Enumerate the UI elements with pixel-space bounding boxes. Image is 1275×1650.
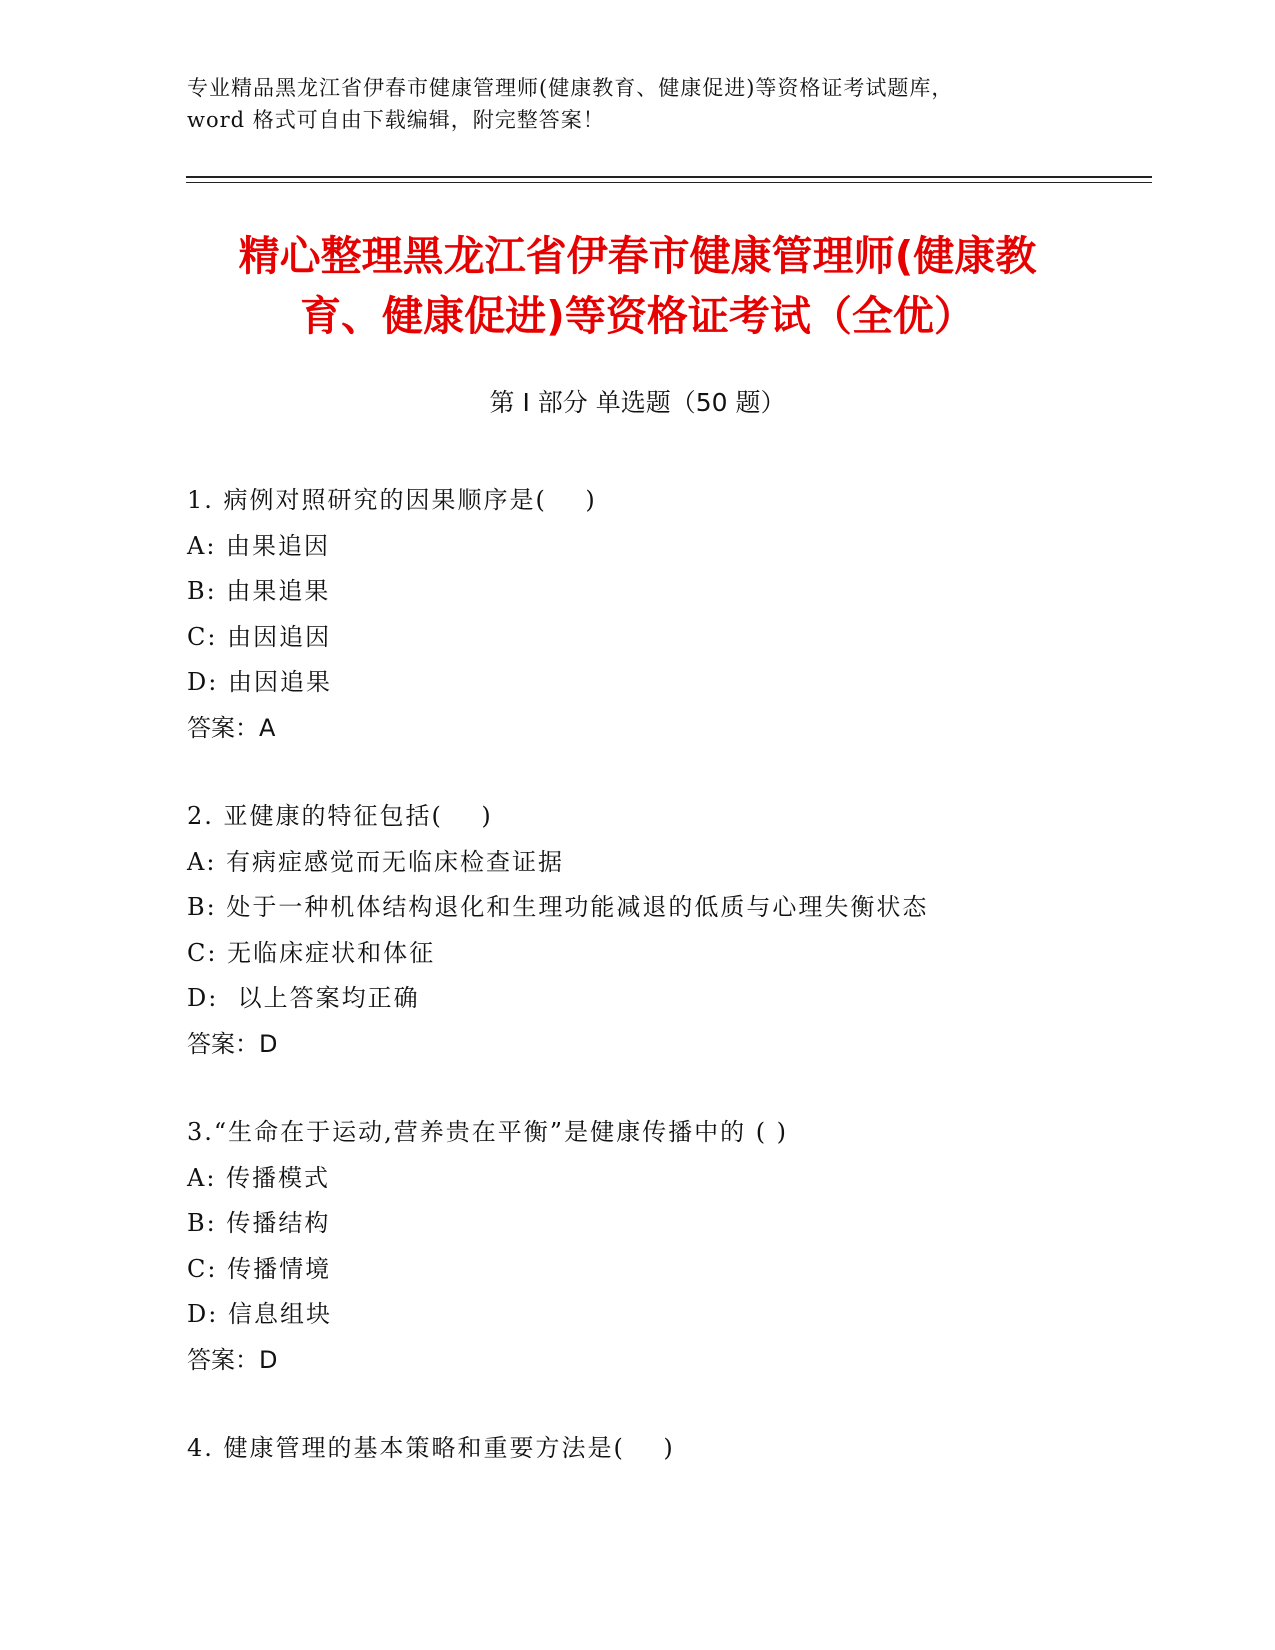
option-a: A: 传播模式	[187, 1163, 331, 1192]
question-list	[187, 478, 1137, 1515]
answer-line: 答案：D	[187, 1345, 278, 1374]
option-c: C: 传播情境	[187, 1254, 332, 1283]
option-d: D: 由因追果	[187, 668, 332, 696]
document-title-line-2: 育、健康促进)等资格证考试（全优）	[300, 292, 975, 340]
option-b: B: 处于一种机体结构退化和生理功能减退的低质与心理失衡状态	[187, 893, 929, 921]
question-stem: 4. 健康管理的基本策略和重要方法是( )	[187, 1434, 675, 1462]
question-stem: 2. 亚健康的特征包括( )	[187, 802, 493, 830]
document-title-line-1: 精心整理黑龙江省伊春市健康管理师(健康教	[238, 232, 1037, 280]
header-note	[187, 72, 1087, 136]
option-b: B: 传播结构	[187, 1209, 331, 1237]
header-divider-thin	[186, 182, 1152, 183]
option-d: D: 以上答案均正确	[187, 984, 420, 1012]
answer-line: 答案：A	[187, 713, 276, 742]
option-a: A: 有病症感觉而无临床检查证据	[187, 847, 565, 876]
header-divider-thick	[186, 176, 1152, 178]
option-a: A: 由果追因	[187, 531, 331, 560]
option-d: D: 信息组块	[187, 1300, 332, 1328]
question-2	[187, 794, 1137, 1067]
header-note-line-2: word 格式可自由下载编辑，附完整答案！	[187, 108, 605, 132]
question-4	[187, 1426, 1137, 1472]
question-3	[187, 1110, 1137, 1383]
answer-line: 答案：D	[187, 1029, 278, 1058]
question-1	[187, 478, 1137, 751]
option-c: C: 由因追因	[187, 622, 332, 651]
question-stem: 1. 病例对照研究的因果顺序是( )	[187, 486, 597, 514]
question-stem: 3.“生命在于运动,营养贵在平衡”是健康传播中的 ( )	[187, 1118, 789, 1146]
option-c: C: 无临床症状和体征	[187, 938, 436, 967]
option-b: B: 由果追果	[187, 577, 331, 605]
document-title	[150, 226, 1125, 346]
section-title: 第 I 部分 单选题（50 题）	[489, 388, 786, 417]
header-note-line-1: 专业精品黑龙江省伊春市健康管理师(健康教育、健康促进)等资格证考试题库，	[187, 76, 954, 100]
